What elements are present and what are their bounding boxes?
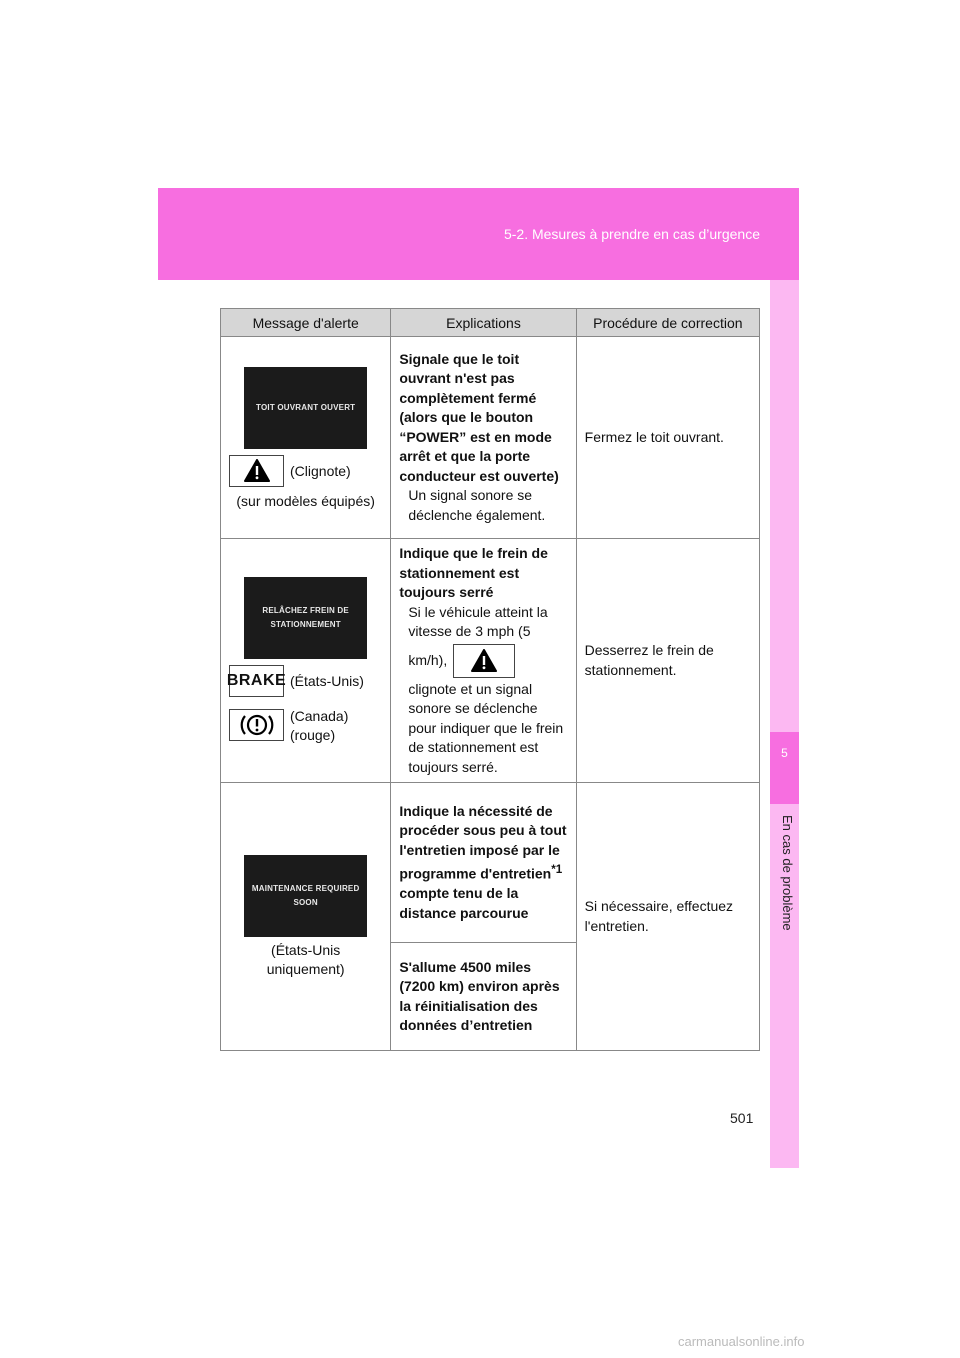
blink-note: (Clignote)	[290, 462, 351, 479]
display-screen-image	[244, 367, 367, 449]
explanation-cell	[391, 783, 576, 943]
warning-triangle-icon	[244, 459, 270, 482]
page-number: 501	[730, 1110, 754, 1126]
canada-note: (Canada)	[290, 707, 349, 724]
correction-text: Si nécessaire, effectuez l'entretien.	[584, 898, 734, 934]
explanation-text-1: Si le véhicule atteint la vitesse de 3 mph (5	[408, 603, 548, 639]
brake-warning-icon-box	[229, 709, 284, 741]
red-note: (rouge)	[290, 726, 336, 743]
message-cell	[221, 539, 391, 783]
display-screen-image	[244, 855, 367, 937]
icon-row	[229, 455, 390, 487]
message-cell	[221, 337, 391, 539]
region-note-2: uniquement)	[266, 960, 345, 977]
us-note: (États-Unis)	[290, 672, 364, 689]
col-header-correction: Procédure de correction	[576, 309, 759, 337]
icon-row-canada	[229, 707, 390, 745]
explanation-bold: Signale que le toit ouvrant n'est pas complètement fermé (alors que le bouton “POWER” est en mode arrêt et que la porte conducteur est ouverte)	[399, 350, 559, 484]
inline-warning-icon-box	[453, 644, 515, 678]
screen-text-line-1: RELÂCHEZ FREIN DE	[262, 605, 349, 615]
chapter-active-tab	[770, 732, 799, 804]
warning-icon-box	[229, 455, 284, 487]
explanation-bold-1: Indique la nécessité de procéder sous peu à tout l'entretien imposé par le programme d'entretien	[399, 802, 567, 882]
chapter-label: En cas de problème	[780, 815, 795, 931]
correction-text: Desserrez le frein de stationnement.	[584, 642, 714, 678]
chapter-number: 5	[781, 746, 788, 760]
col-header-explanation: Explications	[391, 309, 576, 337]
col-header-message: Message d'alerte	[221, 309, 391, 337]
screen-text-line-2: STATIONNEMENT	[270, 619, 341, 629]
screen-text-line-2: SOON	[293, 897, 318, 907]
warning-triangle-icon	[471, 649, 497, 672]
message-cell	[221, 783, 391, 1051]
table-row-maintenance-a	[221, 783, 760, 943]
correction-cell	[576, 337, 759, 539]
explanation-bold: S'allume 4500 miles (7200 km) environ après la réinitialisation des données d’entretien	[399, 958, 560, 1033]
screen-text: TOIT OUVRANT OUVERT	[256, 402, 356, 412]
brake-icon-box	[226, 665, 287, 697]
explanation-cell	[391, 337, 576, 539]
display-screen-image	[244, 577, 367, 659]
explanation-text-3: clignote et un signal sonore se déclenche pour indiquer que le frein de stationnement est toujours serré.	[408, 680, 564, 775]
warning-message-table	[220, 308, 760, 1051]
brake-icon: BRAKE	[226, 671, 287, 689]
watermark: carmanualsonline.info	[678, 1334, 805, 1349]
explanation-cell	[391, 539, 576, 783]
region-note-1: (États-Unis	[271, 941, 341, 958]
explanation-bold: Indique que le frein de stationnement est toujours serré	[399, 545, 548, 600]
chapter-side-tab	[770, 280, 799, 1168]
explanation-text-2: km/h),	[408, 651, 448, 668]
correction-cell	[576, 783, 759, 1051]
parking-brake-warning-icon	[237, 712, 277, 738]
footnote-marker: *1	[551, 863, 563, 877]
correction-cell	[576, 539, 759, 783]
table-header-row	[221, 309, 760, 337]
explanation-bold-2: compte tenu de la distance parcourue	[399, 885, 529, 921]
inline-icon-line	[399, 644, 567, 678]
table-row-sunroof	[221, 337, 760, 539]
screen-text-line-1: MAINTENANCE REQUIRED	[251, 883, 360, 893]
icon-row-us	[226, 665, 390, 697]
table-row-parking-brake	[221, 539, 760, 783]
explanation-text: Un signal sonore se déclenche également.	[408, 487, 546, 523]
model-note: (sur modèles équipés)	[236, 492, 375, 509]
explanation-cell	[391, 943, 576, 1051]
section-title: 5-2. Mesures à prendre en cas d’urgence	[503, 226, 760, 242]
correction-text: Fermez le toit ouvrant.	[584, 428, 724, 445]
